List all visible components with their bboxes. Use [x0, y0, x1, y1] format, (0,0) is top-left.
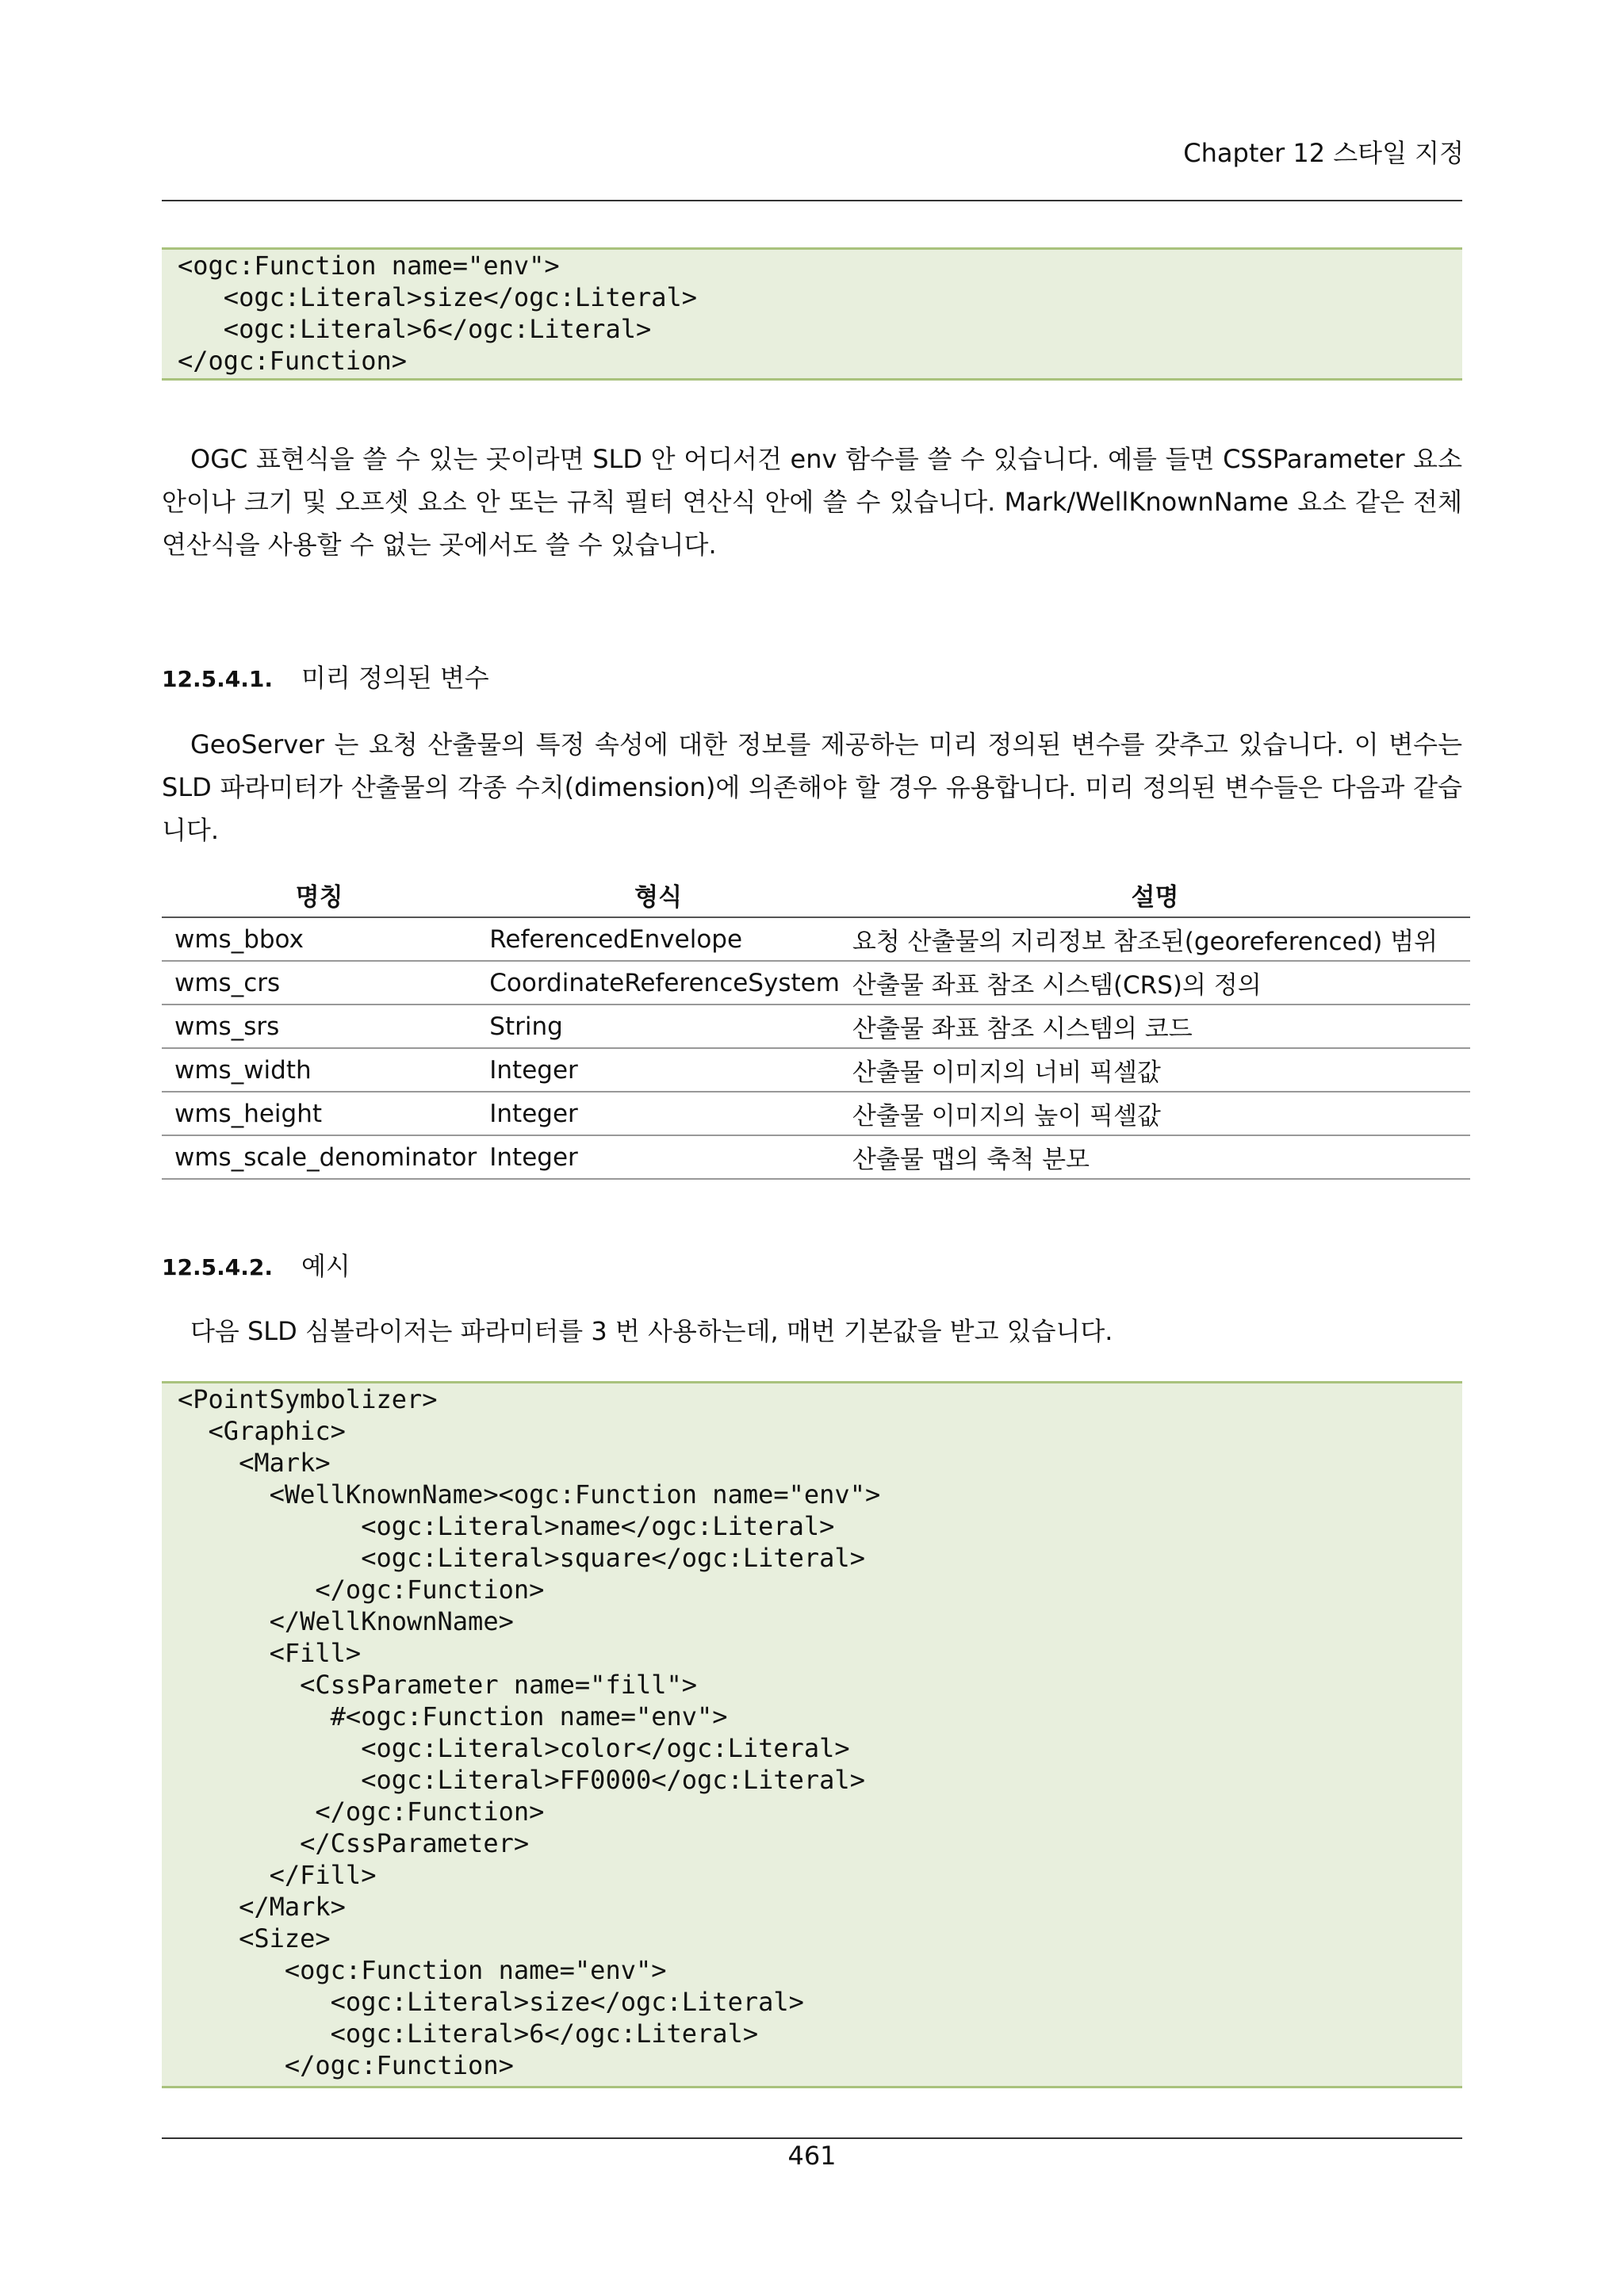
- code-line: <ogc:Literal>size</ogc:Literal>: [178, 1987, 804, 2017]
- cell-description: 산출물 맵의 축척 분모: [840, 1135, 1470, 1179]
- section-heading-predefined-variables: [162, 658, 489, 695]
- cell-name: wms_srs: [162, 1004, 477, 1048]
- code-block-point-symbolizer: [162, 1381, 1462, 2088]
- code-line: </ogc:Function>: [178, 1575, 545, 1605]
- code-line: <Size>: [178, 1923, 331, 1954]
- table-header-row: [162, 872, 1470, 917]
- paragraph-env-usage: OGC 표현식을 쓸 수 있는 곳이라면 SLD 안 어디서건 env 함수를 쓸 수 있습니다. 예를 들면 CSSParameter 요소 안이나 크기 및 오프셋 요소 안 또는 규칙 필터 연산식 안에 쓸 수 있습니다. Mark/WellKnownName 요소 같은 전체 연산식을 사용할 수 없는 곳에서도 쓸 수 있습니다.: [162, 444, 1462, 560]
- section-number: 12.5.4.2.: [162, 1254, 273, 1280]
- code-line: </ogc:Function>: [178, 346, 407, 376]
- code-line: </WellKnownName>: [178, 1606, 514, 1636]
- section-title: 미리 정의된 변수: [301, 663, 489, 693]
- column-header-description: 설명: [840, 872, 1470, 917]
- cell-description: 산출물 이미지의 너비 픽셀값: [840, 1048, 1470, 1092]
- code-line: <ogc:Literal>square</ogc:Literal>: [178, 1543, 865, 1573]
- cell-type: CoordinateReferenceSystem: [477, 961, 840, 1004]
- table-row: [162, 1004, 1470, 1048]
- code-line: <ogc:Function name="env">: [178, 251, 560, 281]
- code-line: <ogc:Literal>name</ogc:Literal>: [178, 1511, 835, 1541]
- code-line: <Graphic>: [178, 1416, 346, 1446]
- cell-type: Integer: [477, 1048, 840, 1092]
- code-line: <WellKnownName><ogc:Function name="env">: [178, 1479, 881, 1510]
- code-line: <ogc:Literal>color</ogc:Literal>: [178, 1733, 850, 1763]
- table-row: [162, 1135, 1470, 1179]
- cell-name: wms_height: [162, 1092, 477, 1135]
- header-rule: [162, 200, 1462, 201]
- code-line: <ogc:Literal>6</ogc:Literal>: [178, 2019, 759, 2049]
- running-header: Chapter 12 스타일 지정: [1183, 138, 1464, 168]
- cell-name: wms_bbox: [162, 917, 477, 961]
- code-line: <ogc:Literal>size</ogc:Literal>: [178, 282, 698, 312]
- cell-description: 산출물 좌표 참조 시스템(CRS)의 정의: [840, 961, 1470, 1004]
- code-line: </Mark>: [178, 1892, 346, 1922]
- code-line: <ogc:Function name="env">: [178, 1955, 667, 1985]
- cell-name: wms_crs: [162, 961, 477, 1004]
- code-line: </CssParameter>: [178, 1828, 530, 1858]
- cell-type: Integer: [477, 1135, 840, 1179]
- section-heading-example: [162, 1246, 350, 1283]
- variables-table: [162, 872, 1470, 1180]
- code-line: </ogc:Function>: [178, 1797, 545, 1827]
- code-line: </Fill>: [178, 1860, 377, 1890]
- table-row: [162, 917, 1470, 961]
- table-row: [162, 1048, 1470, 1092]
- cell-description: 산출물 이미지의 높이 픽셀값: [840, 1092, 1470, 1135]
- column-header-name: 명칭: [162, 872, 477, 917]
- cell-type: ReferencedEnvelope: [477, 917, 840, 961]
- cell-name: wms_scale_denominator: [162, 1135, 477, 1179]
- code-line: </ogc:Function>: [178, 2050, 514, 2080]
- cell-description: 요청 산출물의 지리정보 참조된(georeferenced) 범위: [840, 917, 1470, 961]
- table-row: [162, 961, 1470, 1004]
- cell-type: String: [477, 1004, 840, 1048]
- table-row: [162, 1092, 1470, 1135]
- paragraph-example: 다음 SLD 심볼라이저는 파라미터를 3 번 사용하는데, 매번 기본값을 받고 있습니다.: [190, 1316, 1113, 1346]
- code-line: <Mark>: [178, 1448, 331, 1478]
- cell-description: 산출물 좌표 참조 시스템의 코드: [840, 1004, 1470, 1048]
- code-line: <Fill>: [178, 1638, 362, 1668]
- section-number: 12.5.4.1.: [162, 666, 273, 692]
- page-number: 461: [787, 2141, 837, 2171]
- code-line: <ogc:Literal>FF0000</ogc:Literal>: [178, 1765, 865, 1795]
- cell-name: wms_width: [162, 1048, 477, 1092]
- column-header-type: 형식: [477, 872, 840, 917]
- cell-type: Integer: [477, 1092, 840, 1135]
- code-line: <ogc:Literal>6</ogc:Literal>: [178, 314, 652, 344]
- paragraph-predefined-variables: GeoServer 는 요청 산출물의 특정 속성에 대한 정보를 제공하는 미리 정의된 변수를 갖추고 있습니다. 이 변수는 SLD 파라미터가 산출물의 각종 수치(dimension)에 의존해야 할 경우 유용합니다. 미리 정의된 변수들은 다음과 같습니다.: [162, 729, 1462, 845]
- code-block-env-function: [162, 247, 1462, 381]
- section-title: 예시: [301, 1251, 350, 1281]
- code-line: <PointSymbolizer>: [178, 1384, 438, 1414]
- code-line: <CssParameter name="fill">: [178, 1670, 698, 1700]
- footer-rule: [162, 2137, 1462, 2139]
- code-line: #<ogc:Function name="env">: [178, 1701, 728, 1732]
